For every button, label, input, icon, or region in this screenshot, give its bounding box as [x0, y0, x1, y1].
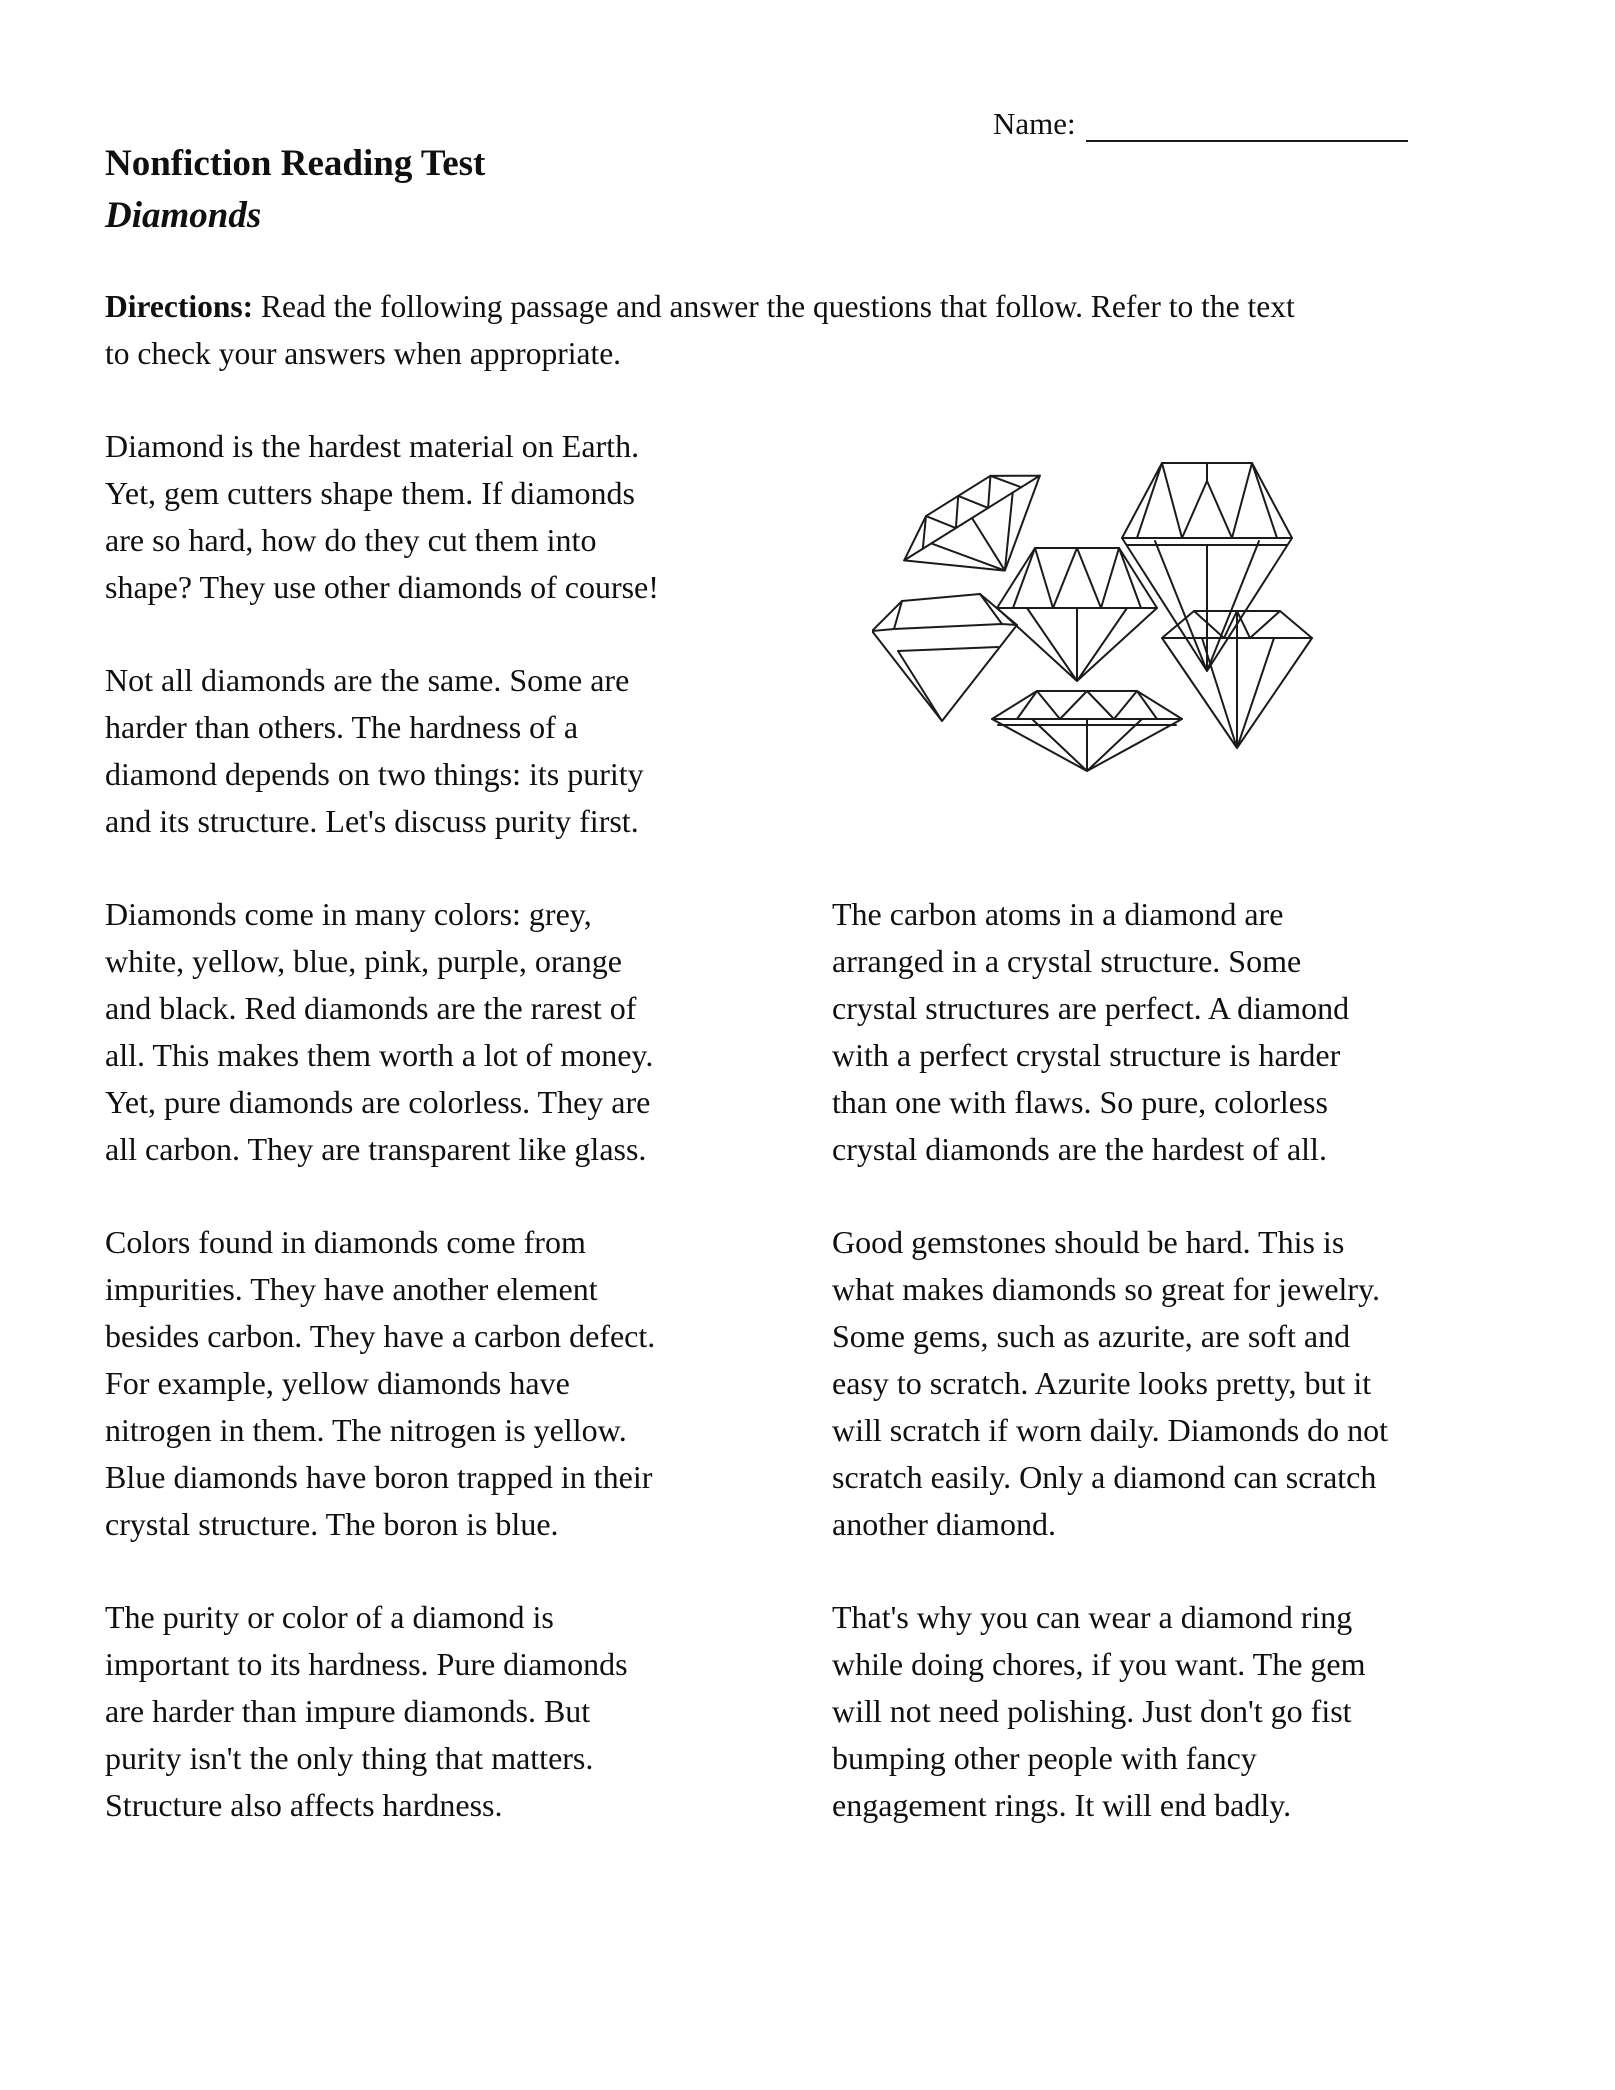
passage-line: harder than others. The hardness of a: [105, 708, 579, 745]
passage-paragraph: [105, 423, 832, 611]
passage-line: Yet, pure diamonds are colorless. They are: [105, 1083, 651, 1120]
passage-line: Some gems, such as azurite, are soft and: [832, 1317, 1351, 1354]
directions-text-1: Read the following passage and answer the questions that follow. Refer to the text: [261, 288, 1295, 324]
passage-line: crystal structures are perfect. A diamond: [832, 989, 1350, 1026]
passage-line: nitrogen in them. The nitrogen is yellow.: [105, 1411, 627, 1448]
passage-line: The carbon atoms in a diamond are: [832, 895, 1284, 932]
passage-line: while doing chores, if you want. The gem: [832, 1645, 1366, 1682]
diamonds-line-art-svg: [872, 433, 1332, 773]
passage-line: crystal structure. The boron is blue.: [105, 1505, 559, 1542]
passage-line: what makes diamonds so great for jewelry.: [832, 1270, 1380, 1307]
passage-paragraph: [105, 657, 832, 845]
passage-line: Diamonds come in many colors: grey,: [105, 895, 592, 932]
right-column-text: [832, 891, 1515, 1829]
passage-line: another diamond.: [832, 1505, 1056, 1542]
passage-line: That's why you can wear a diamond ring: [832, 1598, 1353, 1635]
passage-paragraph: [105, 1219, 832, 1548]
directions-line-2: to check your answers when appropriate.: [105, 335, 622, 371]
passage-line: Yet, gem cutters shape them. If diamonds: [105, 474, 635, 511]
passage-paragraph: [105, 891, 832, 1173]
diamond-sketch-5: [1162, 611, 1312, 748]
directions-label: Directions:: [105, 288, 254, 324]
passage-line: shape? They use other diamonds of course!: [105, 568, 659, 605]
passage-line: are so hard, how do they cut them into: [105, 521, 597, 558]
passage-line: Structure also affects hardness.: [105, 1786, 503, 1823]
page-title: Nonfiction Reading Test: [105, 143, 486, 184]
passage-line: white, yellow, blue, pink, purple, orange: [105, 942, 622, 979]
passage-line: Good gemstones should be hard. This is: [832, 1223, 1345, 1260]
passage-line: will scratch if worn daily. Diamonds do not: [832, 1411, 1389, 1448]
passage-line: than one with flaws. So pure, colorless: [832, 1083, 1328, 1120]
passage-line: diamond depends on two things: its purity: [105, 755, 644, 792]
passage-line: will not need polishing. Just don't go fist: [832, 1692, 1352, 1729]
passage-line: impurities. They have another element: [105, 1270, 598, 1307]
passage-line: Not all diamonds are the same. Some are: [105, 661, 630, 698]
directions: [105, 283, 1510, 377]
passage-paragraph: [105, 1594, 832, 1829]
passage-line: crystal diamonds are the hardest of all.: [832, 1130, 1327, 1167]
name-label: Name:: [993, 106, 1076, 141]
passage-line: Diamond is the hardest material on Earth.: [105, 427, 640, 464]
passage-line: arranged in a crystal structure. Some: [832, 942, 1302, 979]
passage-line: bumping other people with fancy: [832, 1739, 1257, 1776]
right-column: [832, 423, 1515, 1875]
passage-line: The purity or color of a diamond is: [105, 1598, 554, 1635]
name-blank-line: [1086, 140, 1408, 142]
page-subtitle: Diamonds: [105, 195, 262, 237]
passage-line: and its structure. Let's discuss purity first.: [105, 802, 639, 839]
left-column: [105, 423, 832, 1875]
passage-line: with a perfect crystal structure is harder: [832, 1036, 1341, 1073]
diamond-sketch-4: [872, 594, 1017, 721]
passage-line: engagement rings. It will end badly.: [832, 1786, 1292, 1823]
directions-line-1: [105, 283, 1510, 330]
diamond-sketch-3: [997, 548, 1157, 681]
passage-line: and black. Red diamonds are the rarest of: [105, 989, 637, 1026]
diamond-sketch-6: [992, 691, 1182, 771]
diamond-sketch-1: [890, 453, 1072, 612]
passage-line: For example, yellow diamonds have: [105, 1364, 570, 1401]
passage-paragraph: [832, 1594, 1515, 1829]
name-row: [993, 106, 1408, 142]
passage-line: all carbon. They are transparent like glass.: [105, 1130, 647, 1167]
passage-line: Blue diamonds have boron trapped in their: [105, 1458, 653, 1495]
passage-line: scratch easily. Only a diamond can scratch: [832, 1458, 1377, 1495]
passage-paragraph: [832, 1219, 1515, 1548]
passage-line: Colors found in diamonds come from: [105, 1223, 586, 1260]
passage-line: all. This makes them worth a lot of money.: [105, 1036, 654, 1073]
passage-line: are harder than impure diamonds. But: [105, 1692, 591, 1729]
diamond-sketch-2: [1122, 463, 1292, 671]
passage-line: easy to scratch. Azurite looks pretty, but it: [832, 1364, 1372, 1401]
passage-columns: [105, 423, 1615, 1875]
diamonds-illustration: [872, 433, 1515, 773]
passage-paragraph: [832, 891, 1515, 1173]
passage-line: important to its hardness. Pure diamonds: [105, 1645, 628, 1682]
passage-line: besides carbon. They have a carbon defect.: [105, 1317, 656, 1354]
passage-line: purity isn't the only thing that matters.: [105, 1739, 594, 1776]
